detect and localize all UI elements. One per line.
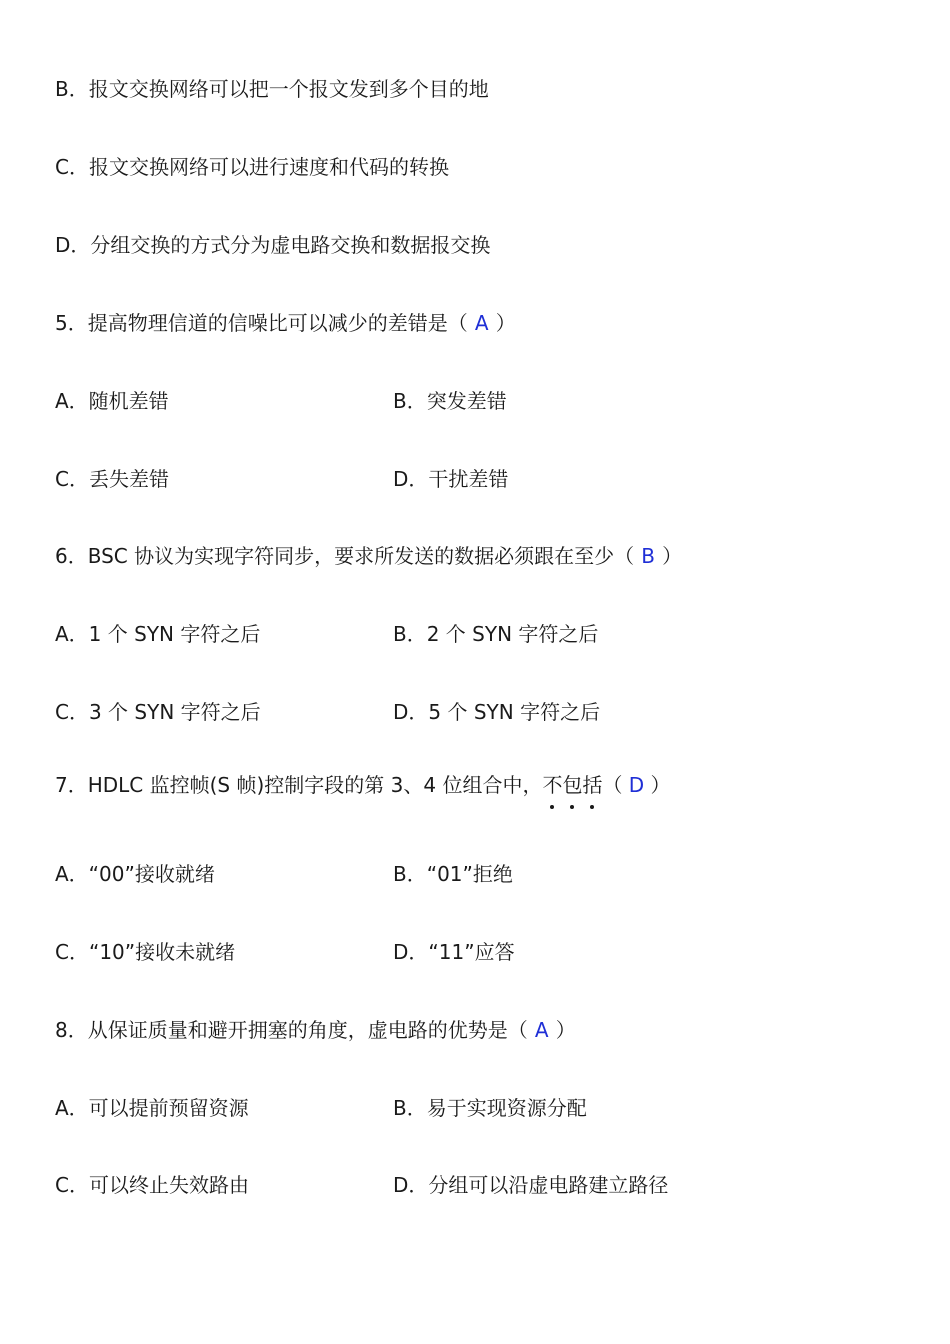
question-8-option-c: C．可以终止失效路由 bbox=[55, 1173, 249, 1197]
question-7-emphasis-3: 括 bbox=[582, 773, 603, 797]
question-7-option-d: D．“11”应答 bbox=[393, 940, 515, 964]
question-7-close: ） bbox=[650, 773, 671, 797]
option-b-prev: B．报文交换网络可以把一个报文发到多个目的地 bbox=[55, 77, 489, 101]
question-6-stem: 6．BSC 协议为实现字符同步，要求所发送的数据必须跟在至少（ bbox=[55, 544, 635, 568]
question-5 bbox=[55, 309, 516, 337]
question-6-option-b: B．2 个 SYN 字符之后 bbox=[393, 622, 599, 646]
question-7-answer: D bbox=[628, 773, 645, 797]
question-6-option-a: A．1 个 SYN 字符之后 bbox=[55, 622, 261, 646]
question-8-option-d: D．分组可以沿虚电路建立路径 bbox=[393, 1173, 669, 1197]
question-7-emphasis-2: 包 bbox=[562, 773, 583, 797]
question-6-close: ） bbox=[662, 544, 683, 568]
question-5-option-b: B．突发差错 bbox=[393, 389, 507, 413]
question-7 bbox=[55, 771, 670, 799]
question-7-option-c: C．“10”接收未就绪 bbox=[55, 940, 236, 964]
question-5-close: ） bbox=[495, 311, 516, 335]
question-5-answer: A bbox=[474, 311, 489, 335]
option-c-prev: C．报文交换网络可以进行速度和代码的转换 bbox=[55, 155, 449, 179]
question-8-close: ） bbox=[555, 1018, 576, 1042]
question-6-option-d: D．5 个 SYN 字符之后 bbox=[393, 700, 601, 724]
question-6-option-c: C．3 个 SYN 字符之后 bbox=[55, 700, 261, 724]
question-8-option-a: A．可以提前预留资源 bbox=[55, 1096, 249, 1120]
question-8-option-b: B．易于实现资源分配 bbox=[393, 1096, 587, 1120]
question-6 bbox=[55, 542, 682, 570]
question-7-open: （ bbox=[602, 773, 623, 797]
question-7-emphasis-1: 不 bbox=[542, 773, 563, 797]
question-7-stem: 7．HDLC 监控帧(S 帧)控制字段的第 3、4 位组合中， bbox=[55, 773, 543, 797]
question-5-stem: 5．提高物理信道的信噪比可以减少的差错是（ bbox=[55, 311, 468, 335]
question-7-option-a: A．“00”接收就绪 bbox=[55, 862, 215, 886]
question-5-option-c: C．丢失差错 bbox=[55, 467, 169, 491]
question-6-answer: B bbox=[641, 544, 655, 568]
question-7-option-b: B．“01”拒绝 bbox=[393, 862, 513, 886]
question-5-option-d: D．干扰差错 bbox=[393, 467, 509, 491]
question-8-answer: A bbox=[534, 1018, 549, 1042]
option-d-prev: D．分组交换的方式分为虚电路交换和数据报交换 bbox=[55, 233, 491, 257]
question-8-stem: 8．从保证质量和避开拥塞的角度，虚电路的优势是（ bbox=[55, 1018, 528, 1042]
question-5-option-a: A．随机差错 bbox=[55, 389, 169, 413]
question-8 bbox=[55, 1016, 576, 1044]
